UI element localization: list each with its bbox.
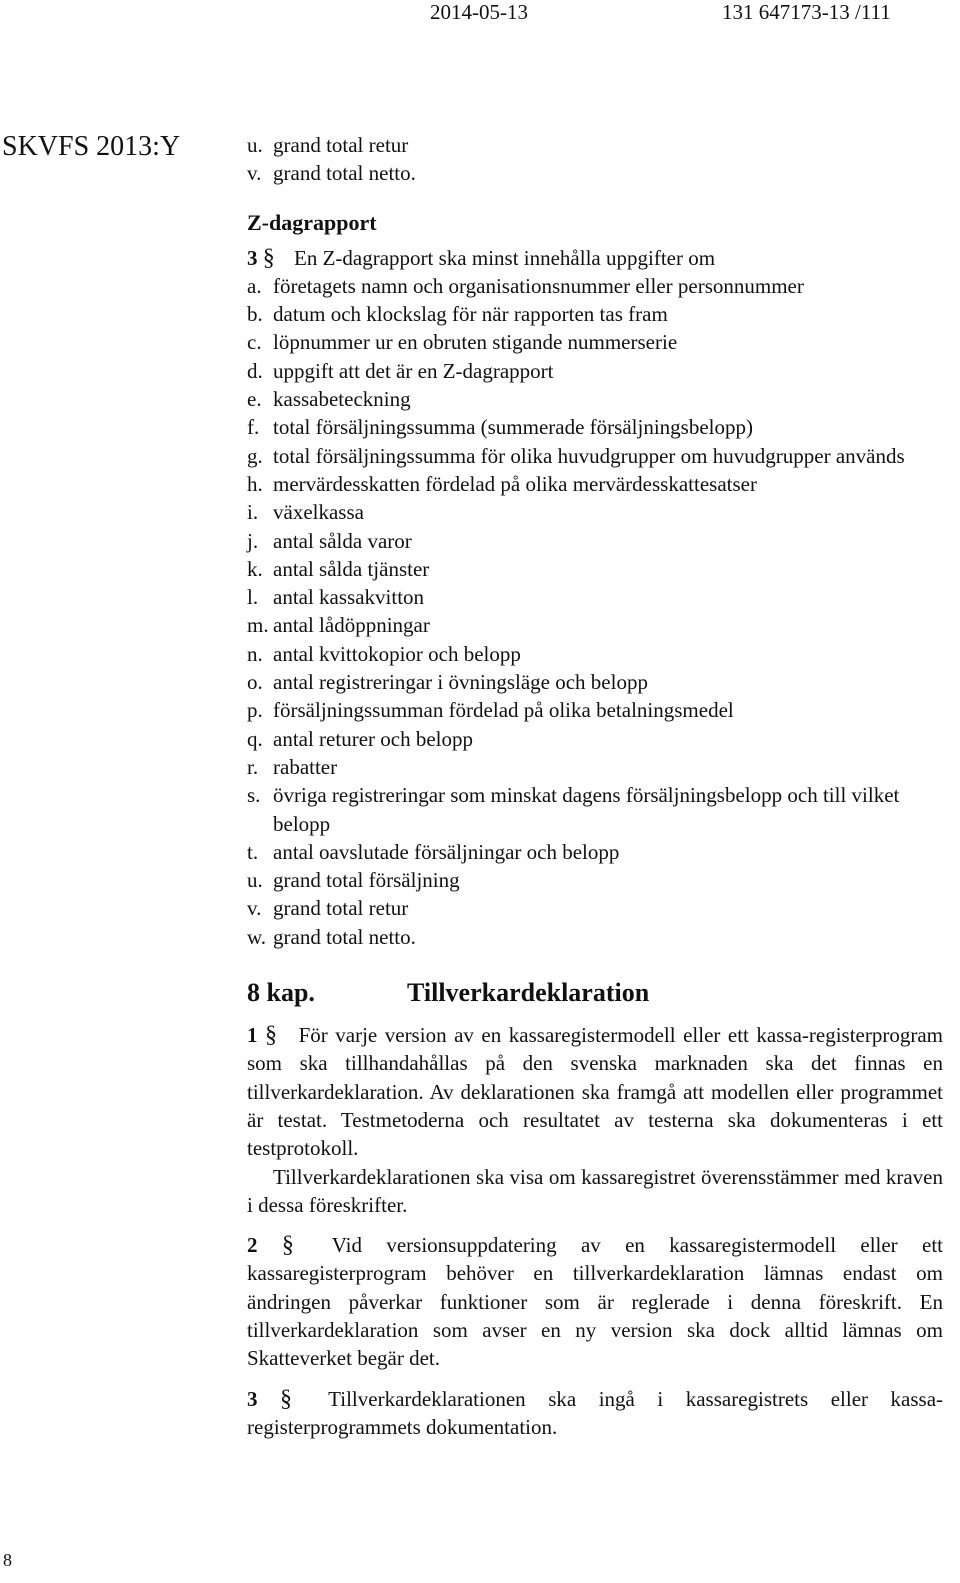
chapter-heading xyxy=(247,977,943,1009)
item-marker: q. xyxy=(247,726,263,751)
header-reference: 131 647173-13 /111 xyxy=(722,0,891,24)
list-item xyxy=(247,159,943,187)
list-item xyxy=(247,131,943,159)
chapter-title: Tillverkardeklaration xyxy=(407,978,650,1008)
chapter-number: 8 kap. xyxy=(247,978,315,1008)
paragraph-1 xyxy=(247,1021,943,1162)
regulation-label: SKVFS 2013:Y xyxy=(2,131,181,162)
list-item xyxy=(247,555,943,583)
section-number: 3 xyxy=(247,1386,258,1411)
item-marker: d. xyxy=(247,358,263,383)
item-text: total försäljningssumma (summerade försäljningsbelopp) xyxy=(273,415,753,440)
item-text: mervärdesskatten fördelad på olika mervärdesskattesatser xyxy=(273,471,757,496)
section-number: 1 xyxy=(247,1023,258,1048)
item-text: grand total försäljning xyxy=(273,868,460,893)
item-text: grand total retur xyxy=(273,133,409,157)
item-marker: j. xyxy=(247,528,259,553)
list-item xyxy=(247,442,943,470)
list-item xyxy=(247,866,943,894)
item-marker: r. xyxy=(247,754,259,779)
item-marker: c. xyxy=(247,330,262,355)
item-text: företagets namn och organisationsnummer eller personnummer xyxy=(273,273,804,298)
list-item xyxy=(247,611,943,639)
list-item xyxy=(247,696,943,724)
item-text: datum och klockslag för när rapporten tas fram xyxy=(273,302,668,327)
list-item xyxy=(247,357,943,385)
requirements-list xyxy=(247,272,943,951)
item-text: löpnummer ur en obruten stigande nummerserie xyxy=(273,330,678,355)
section-symbol: § xyxy=(281,1232,294,1259)
paragraph-3 xyxy=(247,1385,943,1442)
list-item xyxy=(247,725,943,753)
list-item xyxy=(247,272,943,300)
item-text: antal sålda varor xyxy=(273,528,412,553)
item-marker: u. xyxy=(247,868,263,893)
list-item xyxy=(247,328,943,356)
item-marker: u. xyxy=(247,133,263,157)
item-text: antal returer och belopp xyxy=(273,726,473,751)
item-text: antal kvittokopior och belopp xyxy=(273,641,521,666)
item-marker: v. xyxy=(247,161,262,186)
list-item xyxy=(247,300,943,328)
item-text: grand total netto. xyxy=(273,161,416,186)
paragraph-text: Tillverkardeklarationen ska ingå i kassaregistrets eller kassa-registerprogrammets dokumentation. xyxy=(247,1386,944,1439)
item-marker: p. xyxy=(247,698,263,723)
list-item xyxy=(247,498,943,526)
list-item xyxy=(247,640,943,668)
paragraph-1-continued: Tillverkardeklarationen ska visa om kassaregistret överensstämmer med kraven i dessa föreskrifter. xyxy=(247,1164,943,1217)
item-marker: k. xyxy=(247,556,263,581)
item-text: kassabeteckning xyxy=(273,387,411,412)
item-marker: w. xyxy=(247,924,267,949)
item-text: rabatter xyxy=(273,754,338,779)
list-item xyxy=(247,385,943,413)
section-symbol: § xyxy=(265,1022,278,1049)
item-text: övriga registreringar som minskat dagens försäljningsbelopp och till vilket belopp xyxy=(273,783,900,836)
section-intro xyxy=(247,244,943,272)
item-text: växelkassa xyxy=(273,500,364,525)
item-text: antal lådöppningar xyxy=(273,613,430,638)
item-text: total försäljningssumma för olika huvudgrupper om huvudgrupper används xyxy=(273,443,905,468)
item-marker: v. xyxy=(247,896,262,921)
section-symbol: § xyxy=(262,244,275,271)
section-number: 2 xyxy=(247,1233,258,1258)
item-text: antal oavslutade försäljningar och belopp xyxy=(273,839,620,864)
item-marker: i. xyxy=(247,500,259,525)
paragraph-text: För varje version av en kassaregistermodell eller ett kassa-registerprogram som ska tillhandahållas på den svenska marknaden ska det finnas en tillverkardeklaration. Av deklarationen ska framgå att modellen eller programmet är testat. Testmetoderna och resultatet av testerna ska dokumenteras i ett testprotokoll. xyxy=(247,1023,944,1161)
item-text: antal registreringar i övningsläge och belopp xyxy=(273,670,648,695)
list-item xyxy=(247,781,943,838)
item-text: försäljningssumman fördelad på olika betalningsmedel xyxy=(273,698,734,723)
list-item xyxy=(247,838,943,866)
item-marker: s. xyxy=(247,783,261,808)
item-text: antal sålda tjänster xyxy=(273,556,430,581)
list-item xyxy=(247,668,943,696)
item-text: antal kassakvitton xyxy=(273,585,425,610)
item-marker: o. xyxy=(247,670,263,695)
item-text: grand total retur xyxy=(273,896,409,921)
section-heading: Z-dagrapport xyxy=(247,209,377,235)
section-number: 3 xyxy=(247,245,258,270)
item-marker: l. xyxy=(247,585,259,610)
item-text: uppgift att det är en Z-dagrapport xyxy=(273,358,554,383)
list-item xyxy=(247,470,943,498)
document-body xyxy=(247,131,943,1441)
list-item xyxy=(247,894,943,922)
item-marker: f. xyxy=(247,415,260,440)
item-marker: n. xyxy=(247,641,263,666)
item-marker: a. xyxy=(247,273,262,298)
section-text: En Z-dagrapport ska minst innehålla uppgifter om xyxy=(294,245,716,270)
item-marker: g. xyxy=(247,443,263,468)
header-date: 2014-05-13 xyxy=(430,0,528,24)
list-item xyxy=(247,753,943,781)
item-marker: e. xyxy=(247,387,262,412)
item-marker: b. xyxy=(247,302,263,327)
item-marker: h. xyxy=(247,471,263,496)
page-number: 8 xyxy=(3,1550,12,1570)
item-text: grand total netto. xyxy=(273,924,416,949)
list-item xyxy=(247,583,943,611)
item-marker: t. xyxy=(247,839,259,864)
list-item xyxy=(247,923,943,951)
paragraph-2 xyxy=(247,1231,943,1372)
list-item xyxy=(247,413,943,441)
section-symbol: § xyxy=(280,1385,293,1412)
paragraph-text: Vid versionsuppdatering av en kassaregistermodell eller ett kassaregisterprogram behöver en tillverkardeklaration lämnas endast om ändringen påverkar funktioner som är reglerade i denna föreskrift. En tillverkardeklaration som avser en ny version ska dock alltid lämnas om Skatteverket begär det. xyxy=(247,1233,943,1371)
item-marker: m. xyxy=(247,613,269,638)
list-item xyxy=(247,527,943,555)
